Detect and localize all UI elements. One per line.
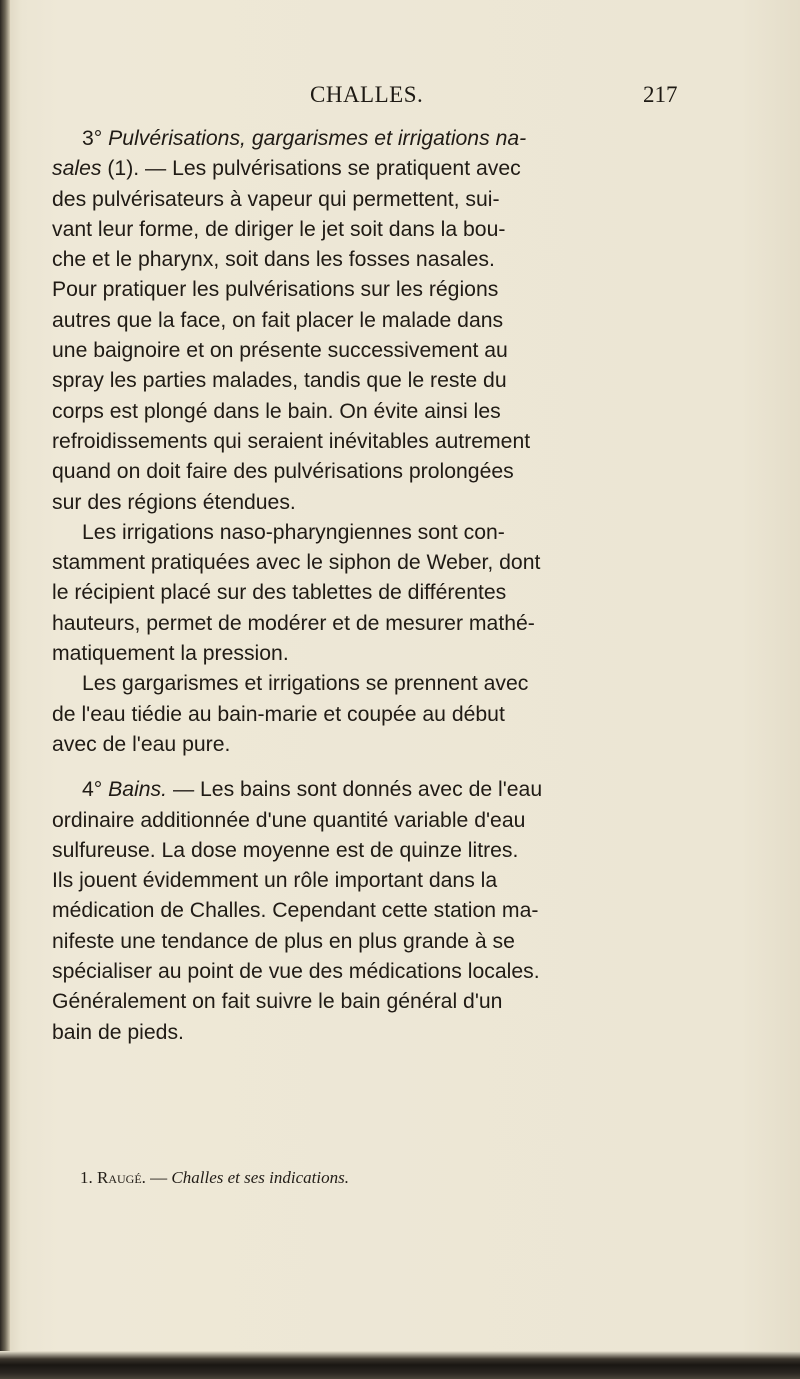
- page-bottom-shadow: [0, 1351, 800, 1379]
- section-3-heading-line: [52, 124, 692, 154]
- text-line: Pour pratiquer les pulvérisations sur les régions: [52, 278, 499, 302]
- text-line: Les gargarismes et irrigations se prennent avec: [82, 672, 529, 696]
- text-line: sur des régions étendues.: [52, 490, 296, 514]
- text-line: refroidissements qui seraient inévitables autrement: [52, 429, 531, 453]
- footnote-author: Raugé.: [97, 1168, 146, 1187]
- text-line: avec de l'eau pure.: [52, 732, 231, 756]
- section-4-heading-line: 4° Bains. — Les bains sont donnés avec de l'eau: [82, 778, 543, 802]
- footnote-title: Challes et ses indications.: [171, 1168, 349, 1187]
- page-number: 217: [643, 82, 678, 107]
- text-line: nifeste une tendance de plus en plus grande à se: [52, 929, 515, 953]
- text-line: médication de Challes. Cependant cette station ma-: [52, 899, 539, 923]
- footnote-ref: (1).: [107, 157, 140, 181]
- text-line: corps est plongé dans le bain. On évite ainsi les: [52, 399, 501, 423]
- section-4-title: Bains.: [108, 778, 168, 802]
- footnote-dash: —: [150, 1168, 168, 1187]
- text-line: stamment pratiquées avec le siphon de Weber, dont: [52, 551, 541, 575]
- text-line: spécialiser au point de vue des médications locales.: [52, 960, 540, 984]
- text-line: matiquement la pression.: [52, 642, 289, 666]
- section-4-number: 4°: [82, 778, 103, 802]
- footnote: [80, 1168, 349, 1188]
- text-line: quand on doit faire des pulvérisations prolongées: [52, 460, 514, 484]
- text-line: Généralement on fait suivre le bain général d'un: [52, 990, 503, 1014]
- text-line: le récipient placé sur des tablettes de différentes: [52, 581, 507, 605]
- text-line: che et le pharynx, soit dans les fosses nasales.: [52, 248, 495, 272]
- text-line: Ils jouent évidemment un rôle important dans la: [52, 869, 498, 893]
- section-gap: [52, 760, 692, 775]
- section-3-number: 3°: [82, 127, 103, 150]
- text-line: hauteurs, permet de modérer et de mesurer mathé-: [52, 611, 535, 635]
- running-title: CHALLES.: [310, 82, 424, 107]
- text-line: Les irrigations naso-pharyngiennes sont con-: [82, 520, 505, 544]
- text-line: vant leur forme, de diriger le jet soit dans la bou-: [52, 217, 506, 241]
- text-line: autres que la face, on fait placer le malade dans: [52, 308, 504, 332]
- footnote-number: 1.: [80, 1168, 93, 1187]
- text-line: bain de pieds.: [52, 1020, 184, 1044]
- text-line: une baignoire et on présente successivement au: [52, 339, 508, 363]
- running-head: [0, 82, 800, 112]
- page-binding-edge: [0, 0, 10, 1379]
- section-3-title-continued: sales: [52, 157, 102, 181]
- text-line: sulfureuse. La dose moyenne est de quinze litres.: [52, 838, 519, 862]
- body-text: [52, 124, 692, 1048]
- text-line: ordinaire additionnée d'une quantité variable d'eau: [52, 808, 526, 832]
- text-line: sales (1). — Les pulvérisations se pratiquent avec: [52, 157, 521, 181]
- text-line: spray les parties malades, tandis que le reste du: [52, 369, 507, 393]
- text-line: de l'eau tiédie au bain-marie et coupée au début: [52, 702, 505, 726]
- section-3-title: Pulvérisations, gargarismes et irrigations na-: [108, 127, 527, 150]
- text-line: des pulvérisateurs à vapeur qui permettent, sui-: [52, 187, 500, 211]
